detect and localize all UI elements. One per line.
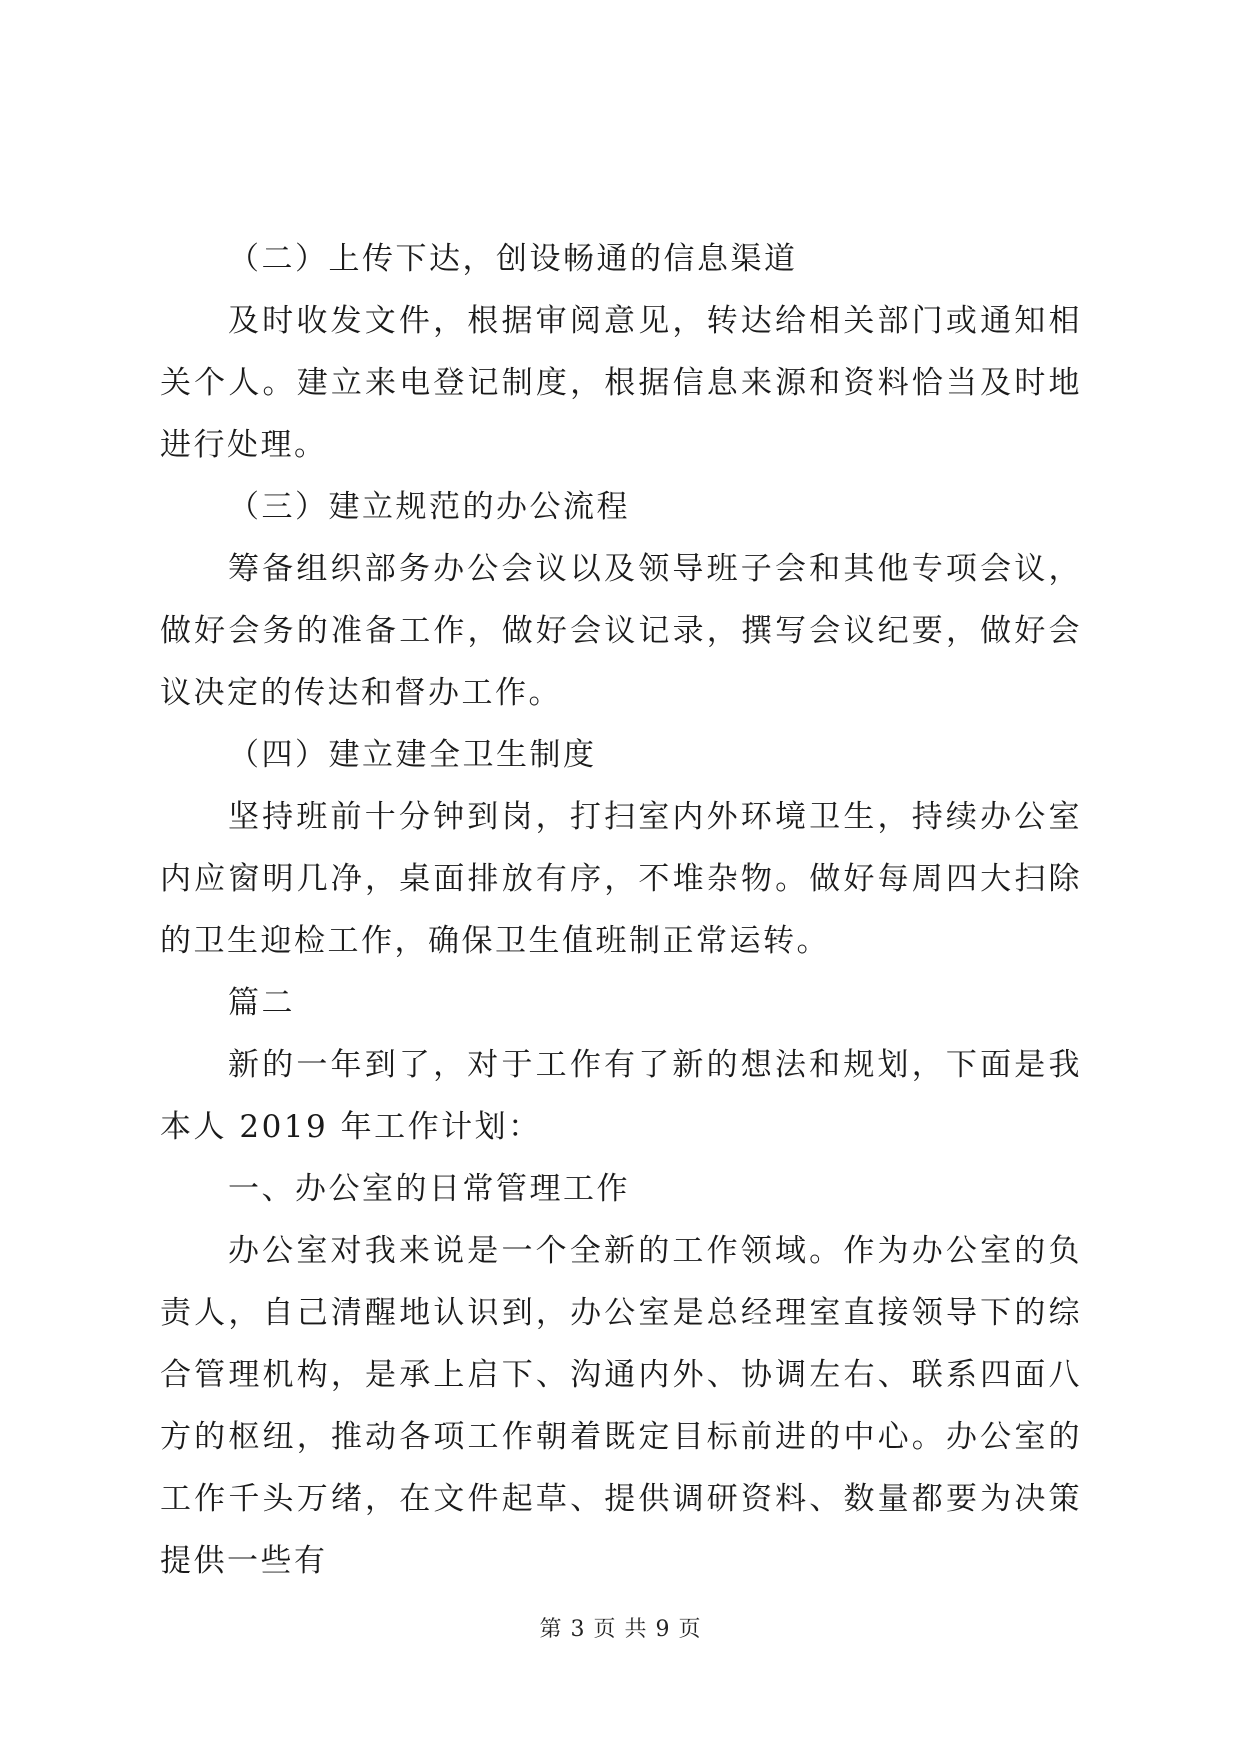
paragraph: 筹备组织部务办公会议以及领导班子会和其他专项会议，做好会务的准备工作，做好会议记录，撰写会议纪要，做好会议决定的传达和督办工作。 bbox=[160, 551, 1082, 711]
page-number-footer: 第 3 页 共 9 页 bbox=[539, 1617, 702, 1642]
section-heading-4: （四）建立建全卫生制度 bbox=[228, 737, 597, 773]
section-heading-2: （二）上传下达，创设畅通的信息渠道 bbox=[228, 241, 798, 277]
document-body bbox=[160, 228, 1082, 1592]
paragraph: 新的一年到了，对于工作有了新的想法和规划，下面是我本人 2019 年工作计划： bbox=[160, 1047, 1082, 1145]
paragraph: 及时收发文件，根据审阅意见，转达给相关部门或通知相关个人。建立来电登记制度，根据信息来源和资料恰当及时地进行处理。 bbox=[160, 303, 1082, 463]
section-heading-3: （三）建立规范的办公流程 bbox=[228, 489, 630, 525]
section-heading-1: 一、办公室的日常管理工作 bbox=[228, 1171, 630, 1207]
paragraph: 坚持班前十分钟到岗，打扫室内外环境卫生，持续办公室内应窗明几净，桌面排放有序，不堆杂物。做好每周四大扫除的卫生迎检工作，确保卫生值班制正常运转。 bbox=[160, 799, 1082, 959]
chapter-heading: 篇二 bbox=[228, 985, 295, 1021]
paragraph: 办公室对我来说是一个全新的工作领域。作为办公室的负责人，自己清醒地认识到，办公室是总经理室直接领导下的综合管理机构，是承上启下、沟通内外、协调左右、联系四面八方的枢纽，推动各项工作朝着既定目标前进的中心。办公室的工作千头万绪，在文件起草、提供调研资料、数量都要为决策提供一些有 bbox=[160, 1233, 1082, 1579]
